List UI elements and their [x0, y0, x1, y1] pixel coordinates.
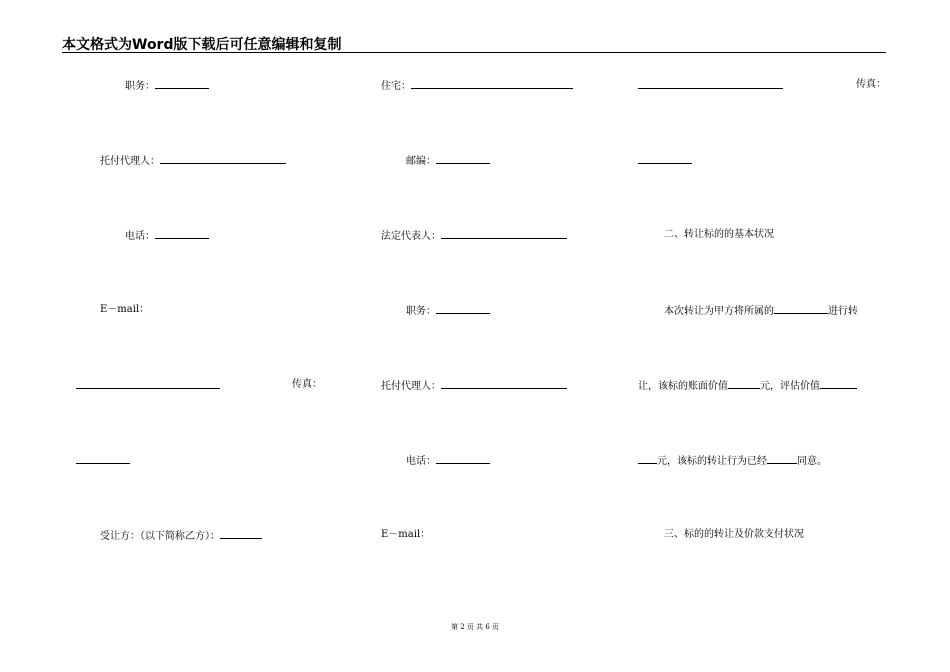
section-2-title: 二、转让标的的基本状况 [664, 229, 774, 240]
position2-blank [436, 302, 490, 314]
book-value-blank [728, 377, 760, 389]
position-label: 职务： [125, 81, 155, 92]
col3-line-transfer [638, 302, 886, 318]
col1-line-phone [76, 227, 322, 243]
fax3-label: 传真： [856, 79, 886, 90]
col3-section-3-heading [638, 527, 886, 543]
fax-label: 传真： [292, 379, 322, 390]
agent2-label: 托付代理人： [381, 381, 441, 392]
fax3-blank [638, 77, 783, 89]
column-2 [381, 0, 581, 672]
column-1 [76, 0, 322, 672]
residence-label: 住宅： [381, 81, 411, 92]
col2-line-postcode [381, 152, 581, 168]
legal-rep-label: 法定代表人： [381, 231, 441, 242]
col2-line-legal-rep [381, 227, 581, 243]
residence-blank [411, 77, 573, 89]
postcode-label: 邮编： [406, 156, 436, 167]
col2-line-agent [381, 377, 581, 393]
approval-blank [767, 452, 797, 464]
postcode-blank [436, 152, 490, 164]
agent2-blank [441, 377, 567, 389]
page-number: 第 2 页 共 6 页 [450, 623, 500, 631]
legal-rep-blank [441, 227, 567, 239]
phone-blank [155, 227, 209, 239]
col2-line-phone [381, 452, 581, 468]
col2-line-residence [381, 77, 581, 93]
transfer-text-b: 进行转 [828, 306, 858, 317]
col1-line-fax-cont [76, 452, 322, 468]
phone2-label: 电话： [406, 456, 436, 467]
col1-line-position [76, 77, 322, 93]
fax-blank-cont [76, 452, 130, 464]
assignee-blank [220, 527, 262, 539]
col1-line-email [76, 302, 322, 318]
value-text-a: 让，该标的账面价值 [638, 381, 728, 392]
col3-line-fax [638, 77, 886, 93]
fax3-blank-cont [638, 152, 692, 164]
column-3 [638, 0, 886, 672]
position-blank [155, 77, 209, 89]
email2-label: E－mail： [381, 529, 431, 540]
fax-blank [76, 377, 220, 389]
agent-blank [160, 152, 286, 164]
transfer-blank [774, 302, 828, 314]
position2-label: 职务： [406, 306, 436, 317]
col2-line-position [381, 302, 581, 318]
col1-line-fax [76, 377, 322, 393]
col3-section-2-heading [638, 227, 886, 243]
section-3-title: 三、标的的转让及价款支付状况 [664, 529, 804, 540]
approval-text-b: 同意。 [797, 456, 827, 467]
assignee-label: 受让方：（以下简称乙方）： [100, 531, 220, 542]
phone2-blank [436, 452, 490, 464]
page-header-title: 本文格式为Word版下载后可任意编辑和复制 [62, 37, 342, 53]
col3-line-fax-cont [638, 152, 886, 168]
value-text-b: 元，评估价值 [760, 381, 820, 392]
email-label: E－mail： [100, 304, 150, 315]
col1-line-agent [76, 152, 322, 168]
col3-line-approval [638, 452, 886, 468]
agent-label: 托付代理人： [100, 156, 160, 167]
phone-label: 电话： [125, 231, 155, 242]
transfer-text-a: 本次转让为甲方将所属的 [664, 306, 774, 317]
appraised-value-blank [820, 377, 857, 389]
approval-text-a: 元，该标的转让行为已经 [657, 456, 767, 467]
col2-line-email [381, 527, 581, 543]
col1-line-assignee [76, 527, 322, 543]
col3-line-value [638, 377, 886, 393]
appraised-value-blank-cont [638, 452, 657, 464]
